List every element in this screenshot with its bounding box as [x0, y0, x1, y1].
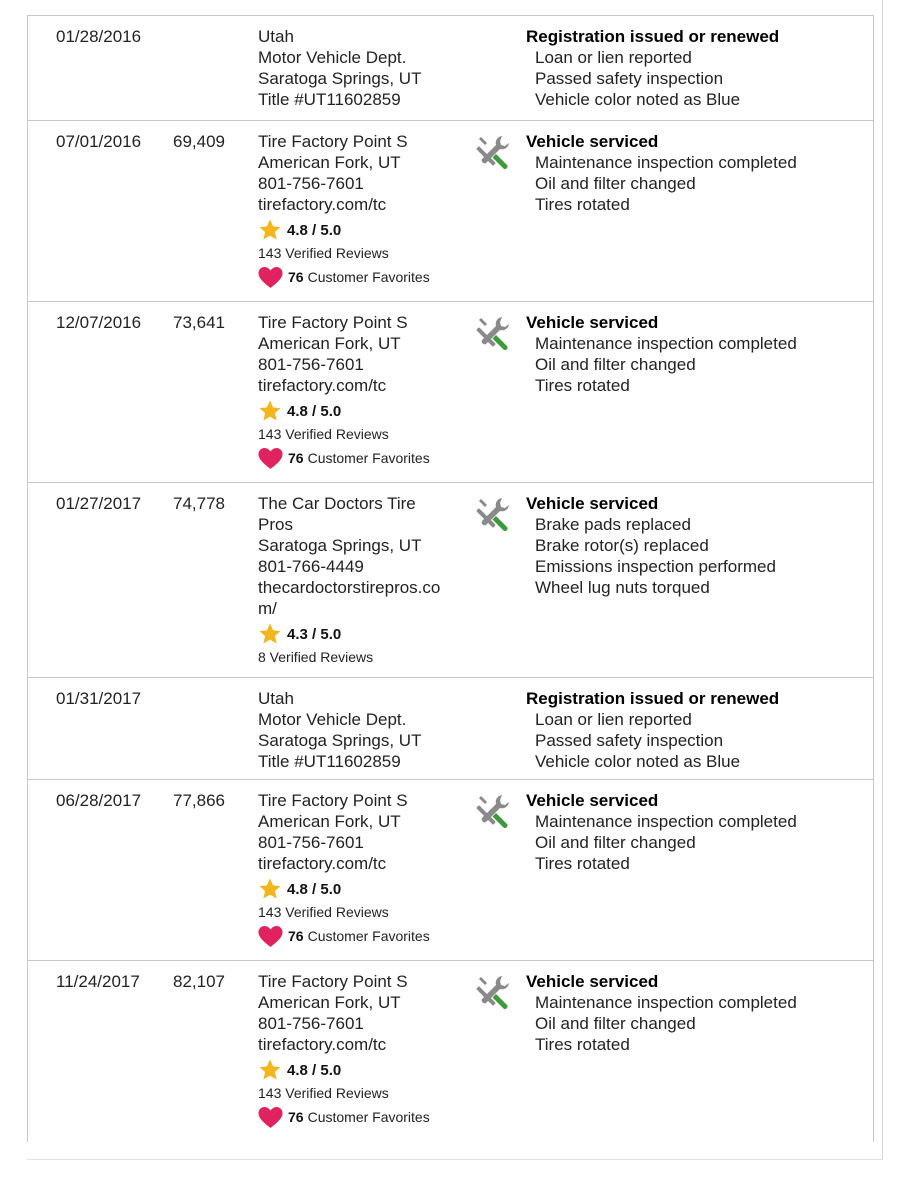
- rating-value: 4.8 / 5.0: [287, 402, 342, 420]
- wrench-screwdriver-icon: [476, 793, 512, 829]
- vehicle-history-table: [27, 15, 874, 1142]
- source-line: tirefactory.com/tc: [258, 376, 387, 395]
- rating: [258, 218, 473, 242]
- rating-value: 4.8 / 5.0: [287, 880, 342, 898]
- source-line: 801-756-7601: [258, 833, 364, 852]
- history-record-row: [28, 780, 873, 961]
- verified-reviews-link[interactable]: 143 Verified Reviews: [258, 1085, 389, 1101]
- source-line: Saratoga Springs, UT: [258, 536, 422, 555]
- favorites-count: 76: [288, 927, 304, 944]
- record-date: 07/01/2016: [56, 132, 142, 151]
- record-event-heading: Vehicle serviced: [526, 791, 659, 810]
- source-line: American Fork, UT: [258, 334, 401, 353]
- source-line: 801-756-7601: [258, 174, 364, 193]
- favorites-count: 76: [288, 1108, 304, 1125]
- rating: [258, 1058, 473, 1082]
- rating-value: 4.8 / 5.0: [287, 1061, 342, 1079]
- source-line: Pros: [258, 515, 293, 534]
- source-line: Motor Vehicle Dept.: [258, 48, 407, 67]
- record-source: [258, 790, 473, 948]
- record-odometer: 74,778: [173, 494, 225, 513]
- record-odometer: 82,107: [173, 972, 225, 991]
- record-date: 01/28/2016: [56, 27, 142, 46]
- wrench-screwdriver-icon: [476, 134, 512, 170]
- record-detail-item: Emissions inspection performed: [535, 557, 776, 576]
- record-detail-item: Maintenance inspection completed: [535, 153, 797, 172]
- customer-favorites: [258, 446, 473, 470]
- rating: [258, 399, 473, 423]
- history-record-row: [28, 302, 873, 483]
- source-line: American Fork, UT: [258, 153, 401, 172]
- heart-icon: [258, 1106, 283, 1129]
- rating: [258, 622, 473, 646]
- record-details: [526, 312, 866, 396]
- favorites-label: Customer Favorites: [307, 1108, 430, 1125]
- record-details: [526, 131, 866, 215]
- source-line: Tire Factory Point S: [258, 972, 408, 991]
- record-detail-item: Loan or lien reported: [535, 48, 692, 67]
- source-line: tirefactory.com/tc: [258, 854, 387, 873]
- record-details: [526, 790, 866, 874]
- star-icon: [258, 877, 282, 901]
- record-details: [526, 971, 866, 1055]
- record-source: [258, 971, 473, 1129]
- record-odometer: 73,641: [173, 313, 225, 332]
- source-line: Title #UT11602859: [258, 90, 401, 109]
- record-detail-item: Oil and filter changed: [535, 1014, 696, 1033]
- source-line: Title #UT11602859: [258, 752, 401, 771]
- source-line: m/: [258, 599, 277, 618]
- star-icon: [258, 1058, 282, 1082]
- record-odometer: 77,866: [173, 791, 225, 810]
- star-icon: [258, 622, 282, 646]
- rating: [258, 877, 473, 901]
- record-detail-item: Tires rotated: [535, 376, 630, 395]
- record-source: [258, 312, 473, 470]
- favorites-count: 76: [288, 449, 304, 466]
- verified-reviews-link[interactable]: 143 Verified Reviews: [258, 426, 389, 442]
- page-bottom-rule: [27, 1159, 883, 1160]
- record-detail-item: Passed safety inspection: [535, 69, 724, 88]
- record-event-heading: Vehicle serviced: [526, 972, 659, 991]
- record-details: [526, 26, 866, 110]
- record-details: [526, 688, 866, 772]
- record-source: [258, 131, 473, 289]
- record-detail-item: Vehicle color noted as Blue: [535, 90, 741, 109]
- customer-favorites: [258, 924, 473, 948]
- wrench-screwdriver-icon: [476, 496, 512, 532]
- source-line: Tire Factory Point S: [258, 132, 408, 151]
- source-line: American Fork, UT: [258, 993, 401, 1012]
- source-line: tirefactory.com/tc: [258, 195, 387, 214]
- favorites-label: Customer Favorites: [307, 927, 430, 944]
- heart-icon: [258, 266, 283, 289]
- record-source: [258, 26, 473, 110]
- record-detail-item: Brake rotor(s) replaced: [535, 536, 709, 555]
- verified-reviews-link[interactable]: 8 Verified Reviews: [258, 649, 374, 665]
- source-line: Motor Vehicle Dept.: [258, 710, 407, 729]
- record-source: [258, 688, 473, 772]
- record-date: 06/28/2017: [56, 791, 142, 810]
- source-line: Tire Factory Point S: [258, 791, 408, 810]
- favorites-label: Customer Favorites: [307, 449, 430, 466]
- record-detail-item: Tires rotated: [535, 854, 630, 873]
- source-line: 801-756-7601: [258, 1014, 364, 1033]
- record-date: 01/31/2017: [56, 689, 142, 708]
- favorites-count: 76: [288, 268, 304, 285]
- record-detail-item: Tires rotated: [535, 195, 630, 214]
- heart-icon: [258, 925, 283, 948]
- star-icon: [258, 218, 282, 242]
- record-source: [258, 493, 473, 666]
- source-line: Utah: [258, 27, 294, 46]
- source-line: 801-766-4449: [258, 557, 364, 576]
- wrench-screwdriver-icon: [476, 315, 512, 351]
- history-record-row: [28, 16, 873, 121]
- record-detail-item: Oil and filter changed: [535, 174, 696, 193]
- record-detail-item: Wheel lug nuts torqued: [535, 578, 710, 597]
- record-odometer: 69,409: [173, 132, 225, 151]
- star-icon: [258, 399, 282, 423]
- record-detail-item: Maintenance inspection completed: [535, 812, 797, 831]
- history-record-row: [28, 678, 873, 780]
- record-event-heading: Vehicle serviced: [526, 132, 659, 151]
- verified-reviews-link[interactable]: 143 Verified Reviews: [258, 245, 389, 261]
- customer-favorites: [258, 265, 473, 289]
- record-date: 12/07/2016: [56, 313, 142, 332]
- verified-reviews-link[interactable]: 143 Verified Reviews: [258, 904, 389, 920]
- record-detail-item: Tires rotated: [535, 1035, 630, 1054]
- record-detail-item: Passed safety inspection: [535, 731, 724, 750]
- source-line: thecardoctorstirepros.co: [258, 578, 441, 597]
- customer-favorites: [258, 1105, 473, 1129]
- history-record-row: [28, 121, 873, 302]
- record-detail-item: Brake pads replaced: [535, 515, 691, 534]
- record-detail-item: Vehicle color noted as Blue: [535, 752, 741, 771]
- record-date: 01/27/2017: [56, 494, 142, 513]
- record-detail-item: Maintenance inspection completed: [535, 334, 797, 353]
- record-detail-item: Loan or lien reported: [535, 710, 692, 729]
- history-record-row: [28, 483, 873, 678]
- heart-icon: [258, 447, 283, 470]
- source-line: Saratoga Springs, UT: [258, 731, 422, 750]
- record-detail-item: Maintenance inspection completed: [535, 993, 797, 1012]
- record-details: [526, 493, 866, 598]
- favorites-label: Customer Favorites: [307, 268, 430, 285]
- source-line: tirefactory.com/tc: [258, 1035, 387, 1054]
- source-line: The Car Doctors Tire: [258, 494, 416, 513]
- rating-value: 4.8 / 5.0: [287, 221, 342, 239]
- record-detail-item: Oil and filter changed: [535, 833, 696, 852]
- record-date: 11/24/2017: [56, 972, 140, 991]
- source-line: Utah: [258, 689, 294, 708]
- record-event-heading: Registration issued or renewed: [526, 27, 780, 46]
- source-line: Tire Factory Point S: [258, 313, 408, 332]
- record-event-heading: Vehicle serviced: [526, 494, 659, 513]
- record-detail-item: Oil and filter changed: [535, 355, 696, 374]
- page-right-rule: [882, 0, 883, 1160]
- source-line: 801-756-7601: [258, 355, 364, 374]
- source-line: Saratoga Springs, UT: [258, 69, 422, 88]
- source-line: American Fork, UT: [258, 812, 401, 831]
- record-event-heading: Registration issued or renewed: [526, 689, 780, 708]
- record-event-heading: Vehicle serviced: [526, 313, 659, 332]
- wrench-screwdriver-icon: [476, 974, 512, 1010]
- history-record-row: [28, 961, 873, 1142]
- rating-value: 4.3 / 5.0: [287, 625, 342, 643]
